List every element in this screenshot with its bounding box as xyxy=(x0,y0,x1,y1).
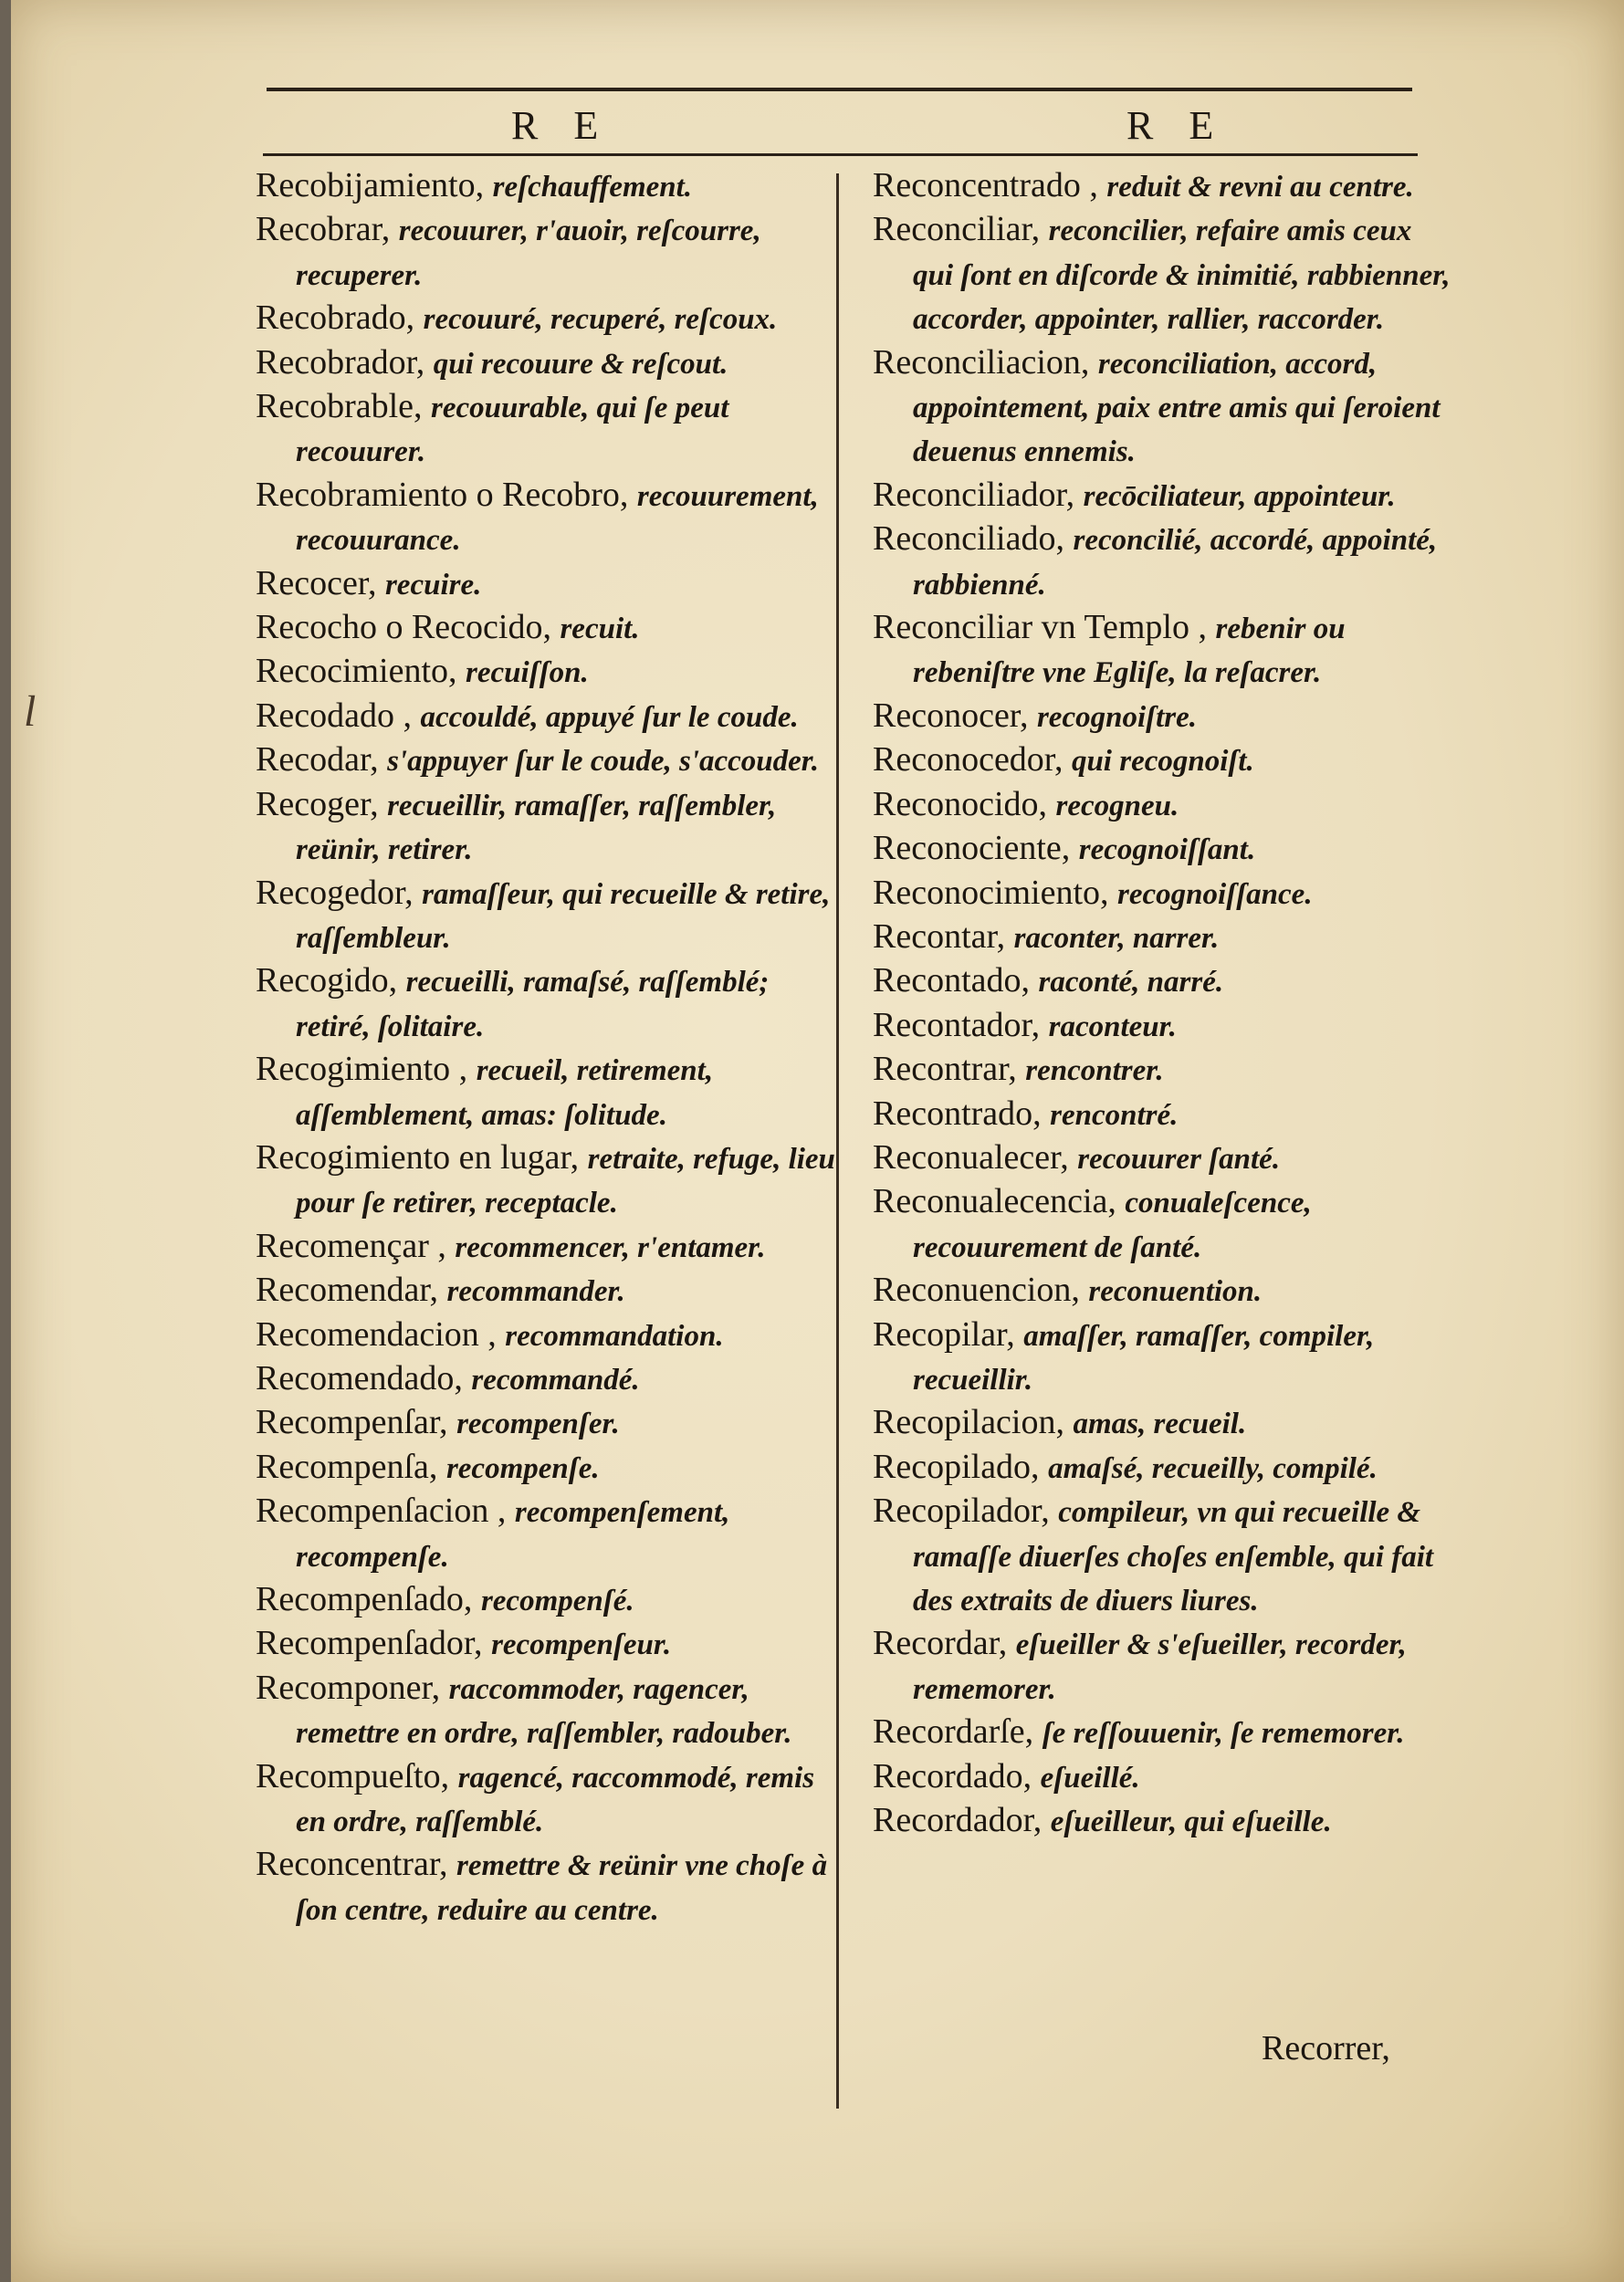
dictionary-entry xyxy=(256,783,840,872)
headword: Recompenſado, xyxy=(256,1580,473,1618)
dictionary-entry xyxy=(873,1490,1457,1622)
running-head-left: R E xyxy=(511,103,612,148)
headword: Recomendar, xyxy=(256,1271,439,1310)
headword: Recomençar , xyxy=(256,1226,446,1265)
dictionary-entry xyxy=(873,738,1457,782)
dictionary-entry xyxy=(873,1136,1457,1180)
dictionary-entry xyxy=(873,827,1457,871)
dictionary-entry xyxy=(873,783,1457,827)
headword: Recogimiento , xyxy=(256,1050,468,1089)
dictionary-entry xyxy=(256,1490,840,1578)
headword: Recomendacion , xyxy=(256,1314,497,1354)
headword: Recocho o Recocido, xyxy=(256,608,551,647)
translation: reduit & revni au centre. xyxy=(1106,171,1414,204)
translation: recompenſe. xyxy=(445,1451,600,1485)
dictionary-entry xyxy=(256,606,840,650)
headword: Recontrar, xyxy=(873,1050,1017,1089)
dictionary-entry xyxy=(873,959,1457,1003)
translation: recōciliateur, appointeur. xyxy=(1083,479,1396,513)
dictionary-entry xyxy=(256,738,840,782)
headword: Recontrado, xyxy=(873,1094,1042,1133)
translation: compileur, vn qui recueille & ramaſſe diuerſes choſes enſemble, qui fait des extraits de diuers liures. xyxy=(913,1496,1434,1617)
dictionary-entry xyxy=(873,1048,1457,1092)
dictionary-entry xyxy=(873,208,1457,340)
dictionary-entry xyxy=(873,1401,1457,1445)
headword: Reconocimiento, xyxy=(873,873,1109,912)
headword: Recogido, xyxy=(256,961,398,1000)
dictionary-entry xyxy=(873,1314,1457,1402)
translation: recommandé. xyxy=(471,1363,640,1397)
translation: ſe reſſouuenir, ſe rememorer. xyxy=(1042,1717,1405,1751)
dictionary-entry xyxy=(256,1755,840,1844)
headword: Recobijamiento, xyxy=(256,166,485,204)
catchword: Recorrer, xyxy=(1262,2029,1390,2067)
dictionary-entry xyxy=(873,164,1457,208)
dictionary-entry xyxy=(873,916,1457,959)
column-divider xyxy=(836,173,839,2109)
headword: Recopilador, xyxy=(873,1492,1050,1531)
headword: Reconocido, xyxy=(873,784,1048,823)
translation: raconter, narrer. xyxy=(1013,921,1220,955)
headword: Reconuencion, xyxy=(873,1271,1080,1310)
headword: Recontar, xyxy=(873,916,1006,956)
headword: Recompenſacion , xyxy=(256,1492,507,1531)
translation: recognoiſſance. xyxy=(1117,877,1313,911)
headword: Recompenſador, xyxy=(256,1624,483,1663)
dictionary-entry xyxy=(256,872,840,960)
dictionary-entry xyxy=(256,1314,840,1357)
translation: recompenſeur. xyxy=(491,1628,672,1662)
headword: Recordar, xyxy=(873,1624,1008,1663)
headword: Recopilado, xyxy=(873,1447,1040,1486)
dictionary-entry xyxy=(256,1622,840,1666)
translation: recommandation. xyxy=(505,1319,724,1353)
headword: Recodado , xyxy=(256,696,412,735)
translation: recompenſer. xyxy=(456,1408,620,1441)
dictionary-entry xyxy=(873,1622,1457,1711)
dictionary-entry xyxy=(256,385,840,474)
translation: rencontrer. xyxy=(1025,1054,1164,1088)
translation: recommencer, r'entamer. xyxy=(455,1230,766,1264)
headword: Recobrador, xyxy=(256,342,425,382)
headword: Recompueſto, xyxy=(256,1756,450,1795)
headword: Recobramiento o Recobro, xyxy=(256,475,629,514)
dictionary-entry xyxy=(873,1093,1457,1136)
margin-mark: l xyxy=(24,687,37,736)
translation: recogneu. xyxy=(1055,789,1179,822)
headword: Reconociente, xyxy=(873,829,1071,868)
translation: recueilli, ramaſsé, raſſemblé; retiré, ſolitaire. xyxy=(296,966,770,1043)
translation: amas, recueil. xyxy=(1073,1408,1247,1441)
dictionary-entry xyxy=(256,164,840,208)
headword: Recobrar, xyxy=(256,210,391,249)
headword: Reconciliacion, xyxy=(873,342,1090,382)
headword: Recogimiento en lugar, xyxy=(256,1137,580,1177)
header-rule xyxy=(263,153,1418,156)
dictionary-entry xyxy=(256,474,840,562)
dictionary-entry xyxy=(256,1225,840,1269)
translation: reſchauffement. xyxy=(492,171,693,204)
translation: recouurer ſanté. xyxy=(1077,1142,1281,1176)
translation: recommander. xyxy=(446,1275,625,1309)
dictionary-entry xyxy=(256,297,840,340)
dictionary-entry xyxy=(873,1180,1457,1269)
translation: reconuention. xyxy=(1088,1275,1263,1309)
dictionary-entry xyxy=(256,959,840,1048)
headword: Recomendado, xyxy=(256,1358,463,1397)
headword: Recordado, xyxy=(873,1756,1032,1795)
dictionary-entry xyxy=(256,1578,840,1622)
translation: remettre & reünir vne choſe à ſon centre, reduire au centre. xyxy=(296,1849,828,1927)
headword: Reconcentrado , xyxy=(873,166,1098,204)
dictionary-entry xyxy=(256,208,840,297)
translation: recompenſé. xyxy=(480,1585,634,1617)
headword: Recomponer, xyxy=(256,1668,441,1707)
headword: Recodar, xyxy=(256,740,379,780)
headword: Reconualecencia, xyxy=(873,1182,1116,1221)
translation: qui recognoiſt. xyxy=(1071,745,1254,779)
headword: Recopilacion, xyxy=(873,1403,1064,1442)
dictionary-entry xyxy=(256,1357,840,1401)
translation: amaſsé, recueilly, compilé. xyxy=(1048,1451,1378,1485)
translation: ramaſſeur, qui recueille & retire, raſſembleur. xyxy=(296,877,831,955)
translation: eſueiller & s'eſueiller, recorder, rememorer. xyxy=(913,1628,1407,1706)
headword: Recordarſe, xyxy=(873,1712,1034,1752)
dictionary-entry xyxy=(873,518,1457,606)
headword: Reconualecer, xyxy=(873,1137,1069,1177)
headword: Reconcentrar, xyxy=(256,1845,448,1884)
dictionary-entry xyxy=(256,1048,840,1136)
dictionary-entry xyxy=(873,606,1457,695)
dictionary-entry xyxy=(256,1843,840,1931)
headword: Recocer, xyxy=(256,563,377,602)
translation: recueillir, ramaſſer, raſſembler, reünir, retirer. xyxy=(296,789,777,867)
translation: s'appuyer ſur le coude, s'accouder. xyxy=(387,745,820,779)
right-column xyxy=(873,164,1457,1843)
translation: rebenir ou rebeniſtre vne Egliſe, la reſacrer. xyxy=(913,612,1346,690)
dictionary-entry xyxy=(256,1401,840,1445)
headword: Reconciliar vn Templo , xyxy=(873,608,1207,647)
translation: recueil, retirement, aſſemblement, amas: ſolitude. xyxy=(296,1054,714,1132)
dictionary-entry xyxy=(256,1446,840,1490)
translation: raconté, narré. xyxy=(1038,966,1224,1000)
dictionary-entry xyxy=(873,1269,1457,1313)
dictionary-entry xyxy=(873,1799,1457,1843)
headword: Reconciliar, xyxy=(873,210,1041,249)
translation: qui recouure & reſcout. xyxy=(433,347,728,381)
headword: Recoger, xyxy=(256,784,379,823)
headword: Recompenſa, xyxy=(256,1447,438,1486)
translation: amaſſer, ramaſſer, compiler, recueillir. xyxy=(913,1319,1375,1397)
dictionary-entry xyxy=(256,562,840,606)
headword: Reconocer, xyxy=(873,696,1029,735)
dictionary-entry xyxy=(873,1446,1457,1490)
dictionary-entry xyxy=(256,1136,840,1225)
headword: Recompenſar, xyxy=(256,1403,448,1442)
dictionary-entry xyxy=(256,341,840,385)
translation: ragencé, raccommodé, remis en ordre, raſſemblé. xyxy=(296,1761,815,1839)
dictionary-entry xyxy=(873,341,1457,474)
dictionary-entry xyxy=(256,695,840,738)
headword: Reconocedor, xyxy=(873,740,1063,780)
translation: recognoiſtre. xyxy=(1036,700,1198,734)
translation: recouurable, qui ſe peut recouurer. xyxy=(296,392,729,469)
translation: recompenſement, recompenſe. xyxy=(296,1496,730,1574)
dictionary-entry xyxy=(873,1004,1457,1048)
translation: reconcilier, refaire amis ceux qui ſont en diſcorde & inimitié, rabbienner, accorder, appointer, rallier, raccorder. xyxy=(913,215,1451,337)
translation: raconteur. xyxy=(1048,1010,1177,1043)
translation: eſueilleur, qui eſueille. xyxy=(1050,1806,1332,1839)
headword: Recobrado, xyxy=(256,298,415,338)
translation: rencontré. xyxy=(1050,1098,1179,1132)
headword: Recobrable, xyxy=(256,387,423,426)
translation: recouuré, recuperé, reſcoux. xyxy=(423,303,778,337)
dictionary-entry xyxy=(873,872,1457,916)
translation: reconcilié, accordé, appointé, rabbienné. xyxy=(913,524,1438,602)
headword: Recopilar, xyxy=(873,1314,1015,1354)
headword: Recontado, xyxy=(873,961,1031,1000)
dictionary-entry xyxy=(256,650,840,694)
headword: Recocimiento, xyxy=(256,652,457,691)
translation: accouldé, appuyé ſur le coude. xyxy=(420,700,799,734)
translation: recuire. xyxy=(384,568,482,602)
translation: eſueillé. xyxy=(1040,1761,1140,1795)
book-page xyxy=(11,0,1624,2282)
translation: recouurer, r'auoir, reſcourre, recuperer. xyxy=(296,215,761,292)
headword: Recontador, xyxy=(873,1005,1041,1044)
headword: Reconciliado, xyxy=(873,519,1064,559)
headword: Reconciliador, xyxy=(873,475,1075,514)
dictionary-entry xyxy=(873,1711,1457,1754)
top-rule xyxy=(267,88,1412,91)
dictionary-entry xyxy=(873,1755,1457,1799)
translation: retraite, refuge, lieu pour ſe retirer, receptacle. xyxy=(296,1142,835,1220)
translation: reconciliation, accord, appointement, paix entre amis qui ſeroient deuenus ennemis. xyxy=(913,347,1441,469)
dictionary-entry xyxy=(256,1667,840,1755)
dictionary-entry xyxy=(873,474,1457,518)
translation: raccommoder, ragencer, remettre en ordre, raſſembler, radouber. xyxy=(296,1672,792,1751)
translation: recuiſſon. xyxy=(466,656,589,690)
left-column xyxy=(256,164,840,1931)
dictionary-entry xyxy=(256,1269,840,1313)
headword: Recogedor, xyxy=(256,873,414,912)
translation: recuit. xyxy=(560,612,640,646)
translation: recouurement, recouurance. xyxy=(296,479,819,558)
running-head-right: R E xyxy=(1126,103,1227,148)
translation: recognoiſſant. xyxy=(1078,833,1256,867)
headword: Recordador, xyxy=(873,1801,1043,1840)
translation: conualeſcence, recouurement de ſanté. xyxy=(913,1187,1312,1264)
dictionary-entry xyxy=(873,695,1457,738)
